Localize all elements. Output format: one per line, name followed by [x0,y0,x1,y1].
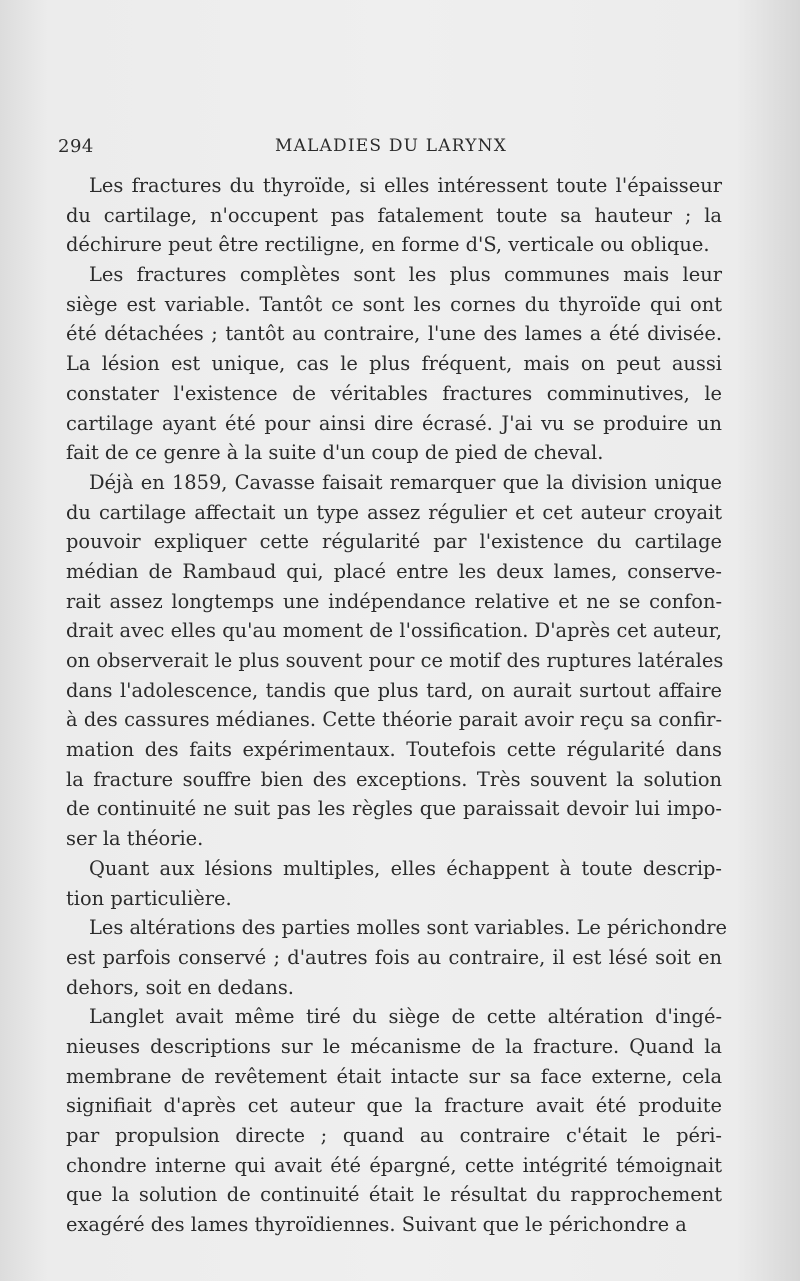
text-line: exagéré des lames thyroïdiennes. Suivant que le périchondre a [66,1213,687,1237]
text-line: Quant aux lésions multiples, elles échappent à toute descrip- [89,856,722,880]
paragraph [66,260,722,468]
paragraph [66,913,728,1002]
text-line: constater l'existence de véritables fractures comminutives, le [66,381,722,405]
paragraph [66,468,722,854]
text-line: ser la théorie. [66,827,204,851]
text-line: signifiait d'après cet auteur que la fracture avait été produite [66,1094,722,1118]
text-line: de continuité ne suit pas les règles que paraissait devoir lui impo- [66,797,722,821]
text-line: par propulsion directe ; quand au contraire c'était le péri- [66,1124,722,1147]
paragraph [66,854,722,913]
text-line: siège est variable. Tantôt ce sont les cornes du thyroïde qui ont [66,292,722,316]
text-line: Déjà en 1859, Cavasse faisait remarquer que la division unique [89,470,722,494]
page-number: 294 [58,136,94,157]
text-line: la fracture souffre bien des exceptions. Très souvent la solution [66,767,722,791]
text-line: mation des faits expérimentaux. Toutefois cette régularité dans [66,738,722,762]
text-line: Les altérations des parties molles sont variables. Le périchondre [89,916,728,940]
text-line: est parfois conservé ; d'autres fois au contraire, il est lésé soit en [66,945,722,969]
text-line: nieuses descriptions sur le mécanisme de la fracture. Quand la [66,1034,722,1058]
text-line: Les fractures complètes sont les plus communes mais leur [89,263,722,287]
text-line: cartilage ayant été pour ainsi dire écrasé. J'ai vu se produire un [66,411,722,435]
running-head [58,136,724,162]
text-line: pouvoir expliquer cette régularité par l'existence du cartilage [66,530,722,554]
text-line: du cartilage, n'occupent pas fatalement toute sa hauteur ; la [66,203,722,227]
text-line: à des cassures médianes. Cette théorie parait avoir reçu sa confir- [66,708,722,732]
text-line: que la solution de continuité était le résultat du rapprochement [66,1183,722,1207]
text-line: déchirure peut être rectiligne, en forme d'S, verticale ou oblique. [66,233,710,257]
text-line: rait assez longtemps une indépendance relative et ne se confon- [66,589,722,613]
text-line: tion particulière. [66,886,232,910]
text-line: on observerait le plus souvent pour ce motif des ruptures latérales [66,649,724,672]
text-line: dehors, soit en dedans. [66,975,294,999]
paragraph [66,1002,722,1240]
running-title: MALADIES DU LARYNX [274,136,508,156]
text-line: La lésion est unique, cas le plus fréquent, mais on peut aussi [66,352,722,376]
text-line: dans l'adolescence, tandis que plus tard, on aurait surtout affaire [66,678,722,702]
text-line: médian de Rambaud qui, placé entre les deux lames, conserve- [66,559,722,583]
text-line: Les fractures du thyroïde, si elles intéressent toute l'épaisseur [89,174,722,197]
paragraph [66,171,722,260]
text-line: membrane de revêtement était intacte sur sa face externe, cela [66,1064,722,1088]
body-text [66,171,728,1240]
text-line: fait de ce genre à la suite d'un coup de pied de cheval. [66,441,604,465]
text-line: drait avec elles qu'au moment de l'ossification. D'après cet auteur, [66,619,722,643]
text-line: du cartilage affectait un type assez régulier et cet auteur croyait [66,500,722,524]
text-line: été détachées ; tantôt au contraire, l'une des lames a été divisée. [66,322,722,346]
text-line: Langlet avait même tiré du siège de cette altération d'ingé- [89,1005,722,1029]
text-line: chondre interne qui avait été épargné, cette intégrité témoignait [66,1153,722,1177]
